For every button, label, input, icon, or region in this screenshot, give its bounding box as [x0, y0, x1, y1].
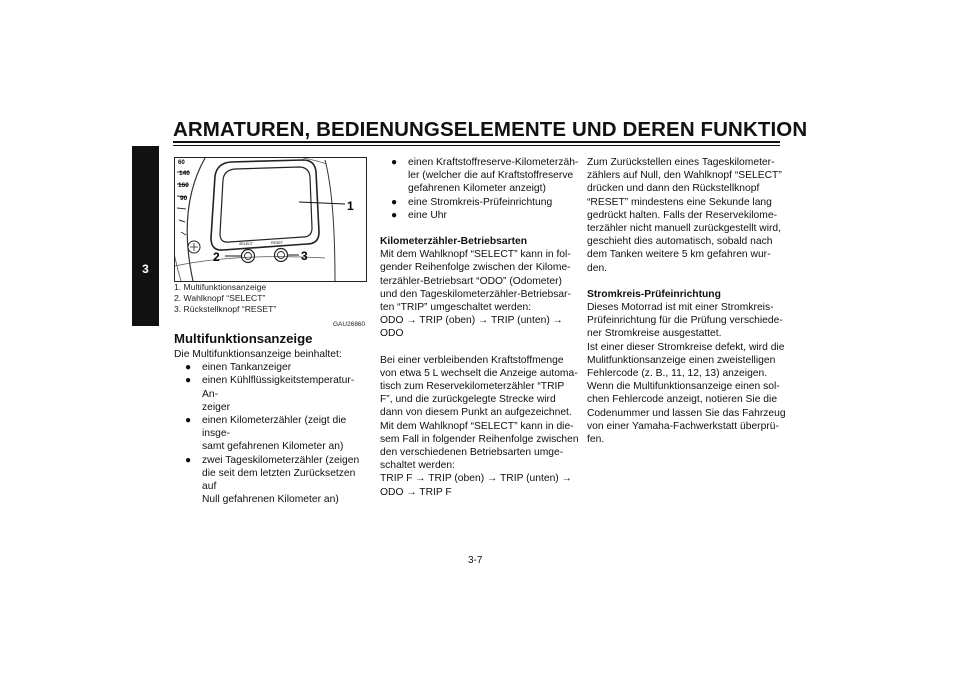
list-item: ● einen Kühlflüssigkeitstemperatur-An- zeiger — [185, 375, 355, 413]
subheading-odometer-modes: Kilometerzähler-Betriebsarten — [380, 236, 528, 248]
page-header-title: ARMATUREN, BEDIENUNGSELEMENTE UND DEREN FUNKTION — [173, 118, 808, 141]
middle-column — [380, 156, 580, 499]
scale-number: 90 — [180, 195, 188, 202]
list-item: ● zwei Tageskilometerzähler (zeigen die seit dem letzten Zurücksetzen auf Null gefahrenen Kilometer an) — [185, 454, 360, 506]
list-item: ● einen Kraftstoffreserve-Kilometerzäh- ler (welcher die auf Kraftstoffreserve gefahrenen Kilometer anzeigt) — [391, 157, 579, 195]
paragraph: Dieses Motorrad ist mit einer Stromkreis- Prüfeinrichtung für die Prüfung verschiede- ner Stromkreise ausgestattet. Ist einer dieser Stromkreise defekt, wird die Mulitfunktionsanzeige einen zweistelligen Fehlercode (z. B., 11, 12, 13) anzeigen. Wenn die Multifunktionsanzeige einen sol- chen Fehlercode anzeigt, notieren Sie die Codenummer und lassen Sie das Fahrzeug von einer Yamaha-Fachwerkstatt überprü- fen. — [587, 302, 786, 446]
header-rule — [173, 141, 780, 143]
scale-number: 140 — [179, 170, 190, 177]
caption-item: 2. Wahlknopf “SELECT” — [174, 293, 266, 304]
figure-caption — [174, 282, 276, 316]
scale-number: 160 — [178, 182, 189, 189]
instrument-figure — [174, 157, 367, 282]
right-column — [587, 156, 787, 446]
paragraph: Mit dem Wahlknopf “SELECT” kann in fol- gender Reihenfolge zwischen der Kilome- terzähler-Betriebsart “ODO” (Odometer) und den Tageskilometerzähler-Betriebsar- ten “TRIP” umgeschaltet werden: ODO → TRIP (oben) → TRIP (unten) → ODO — [380, 249, 571, 340]
select-label: SELECT — [239, 242, 253, 246]
subheading-circuit-check: Stromkreis-Prüfeinrichtung — [587, 288, 721, 300]
callout-3: 3 — [301, 249, 308, 263]
caption-item: 3. Rückstellknopf “RESET” — [174, 304, 277, 315]
scale-number: 60 — [178, 160, 185, 166]
callout-1: 1 — [347, 199, 354, 213]
left-column — [174, 331, 369, 506]
chapter-number: 3 — [142, 262, 149, 276]
list-item: ● eine Stromkreis-Prüfeinrichtung — [391, 196, 553, 208]
instrument-cluster-drawing — [175, 158, 366, 281]
header-rule-thin — [173, 145, 780, 146]
page-number: 3-7 — [468, 555, 483, 566]
caption-item: 1. Multifunktionsanzeige — [174, 282, 267, 292]
section-heading: Multifunktionsanzeige — [174, 331, 313, 346]
intro-text: Die Multifunktionsanzeige beinhaltet: — [174, 349, 342, 360]
paragraph: Zum Zurückstellen eines Tageskilometer- zählers auf Null, den Wahlknopf “SELECT” drücken und dann den Rückstellknopf “RESET” mindestens eine Sekunde lang gedrückt halten. Falls der Reservekilome- terzähler nicht manuell zurückgestellt wird, geschieht dies automatisch, sobald nach dem Tanken weitere 5 km gefahren wur- den. — [587, 157, 782, 274]
paragraph: Bei einer verbleibenden Kraftstoffmenge von etwa 5 L wechselt die Anzeige automa- tisch zum Reservekilometerzähler “TRIP F”, und die zurückgelegte Strecke wird dann von diesem Punkt an aufgezeichnet. Mit dem Wahlknopf “SELECT” kann in die- sem Fall in folgender Reihenfolge zwischen den verschiedenen Betriebsarten umge- schaltet werden: TRIP F → TRIP (oben) → TRIP (unten) → ODO → TRIP F — [380, 354, 579, 498]
list-item: ● eine Uhr — [391, 209, 447, 221]
reset-label: RESET — [271, 241, 283, 245]
list-item: ● einen Kilometerzähler (zeigt die insge- samt gefahrenen Kilometer an) — [185, 415, 347, 453]
chapter-tab — [132, 146, 159, 326]
callout-2: 2 — [213, 250, 220, 264]
reference-code: GAU26860 — [333, 321, 366, 328]
list-item: ● einen Tankanzeiger — [185, 362, 292, 374]
